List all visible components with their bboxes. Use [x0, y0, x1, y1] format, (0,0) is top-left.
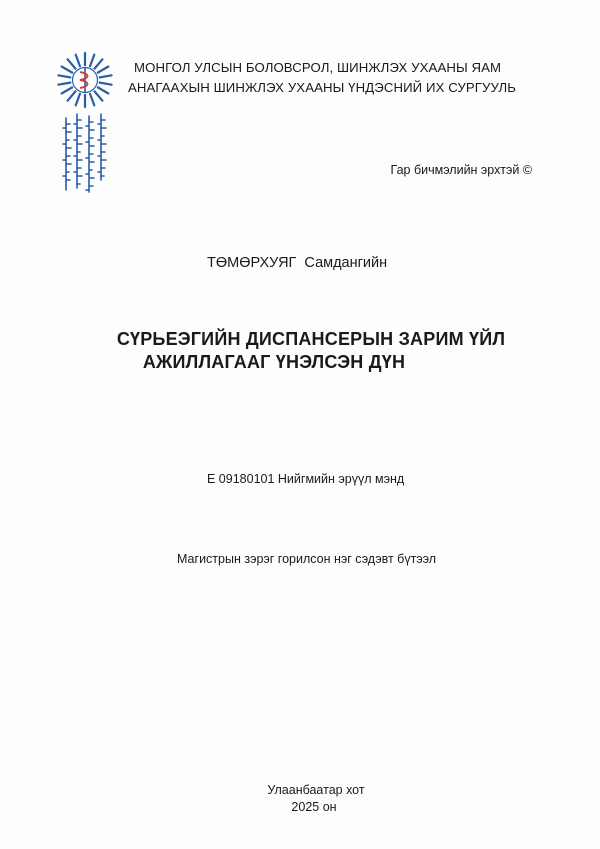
thesis-title	[0, 328, 600, 374]
place-and-year	[0, 782, 600, 816]
university-name: АНАГААХЫН ШИНЖЛЭХ УХААНЫ ҮНДЭСНИЙ ИХ СУРГУУЛЬ	[128, 80, 517, 95]
copyright-notice: Гар бичмэлийн эрхтэй ©	[390, 163, 532, 177]
year: 2025 он	[291, 800, 337, 814]
ministry-name: МОНГОЛ УЛСЫН БОЛОВСРОЛ, ШИНЖЛЭХ УХААНЫ ЯАМ	[134, 60, 502, 75]
logo-mongolian-script	[63, 114, 106, 192]
thesis-title-line-2: АЖИЛЛАГААГ ҮНЭЛСЭН ДҮН	[142, 352, 406, 372]
thesis-title-line-1: СҮРЬЕЭГИЙН ДИСПАНСЕРЫН ЗАРИМ ҮЙЛ	[116, 329, 506, 349]
logo-emblem	[58, 53, 111, 107]
university-logo	[52, 50, 118, 198]
city: Улаанбаатар хот	[267, 783, 365, 797]
specialty-code: Е 09180101 Нийгмийн эрүүл мэнд	[207, 472, 405, 486]
institution-header	[128, 58, 568, 98]
author-name: ТӨМӨРХУЯГ Самдангийн	[207, 255, 388, 271]
degree-statement: Магистрын зэрэг горилсон нэг сэдэвт бүтээл	[177, 552, 437, 566]
